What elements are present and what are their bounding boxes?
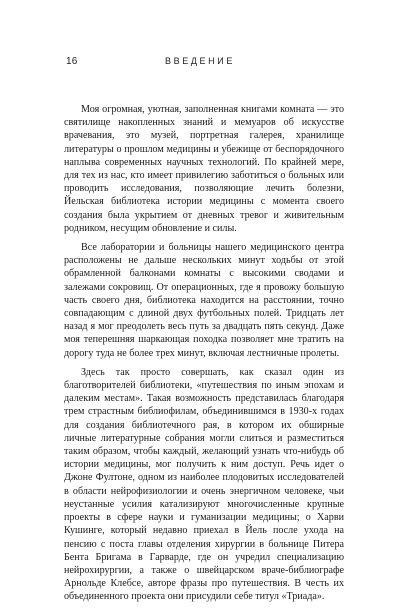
paragraph: Здесь так просто совершать, как сказал один из благотворителей библиотеки, «путешествия по иным эпохам и далеким местам». Такая возможность представилась благодаря трем страстным библиофилам, объединившимся в 1930-х годах для создания библиотечного рая, в котором их обширные личные литературные собрания могли слиться и разместиться таким образом, чтобы каждый, желающий узнать что-нибудь об истории медицины, мог получить к ним доступ. Речь идет о Джоне Фултоне, одном из наиболее плодовитых исследователей в области нейрофизиологии и очень энергичном человеке, чьи неустанные усилия катализируют многочисленные крупные проекты в сфере науки и гуманизации медицины; о Харви Кушинге, который недавно приехал в Йель после ухода на пенсию с поста главы отделения хирургии в больнице Питера Бента Бригама в Гарварде, где он учредил специализацию нейрохирургии, а также о швейцарском враче-библиографе Арнольде Клебсе, авторе фразы про путешествия. В честь их объединенного проекта они присудили себе титул «Триада». <box>64 366 344 603</box>
body-text <box>64 103 344 610</box>
running-title: ВВЕДЕНИЕ <box>165 56 235 66</box>
paragraph: Все лаборатории и больницы нашего медицинского центра расположены не дальше нескольких минут ходьбы от этой обрамленной балконами комнаты с высокими сводами и залежами сокровищ. От операционных, где я провожу большую часть своего дня, библиотека находится на расстоянии, точно совпадающим с длиной двух футбольных полей. Тридцать лет назад я мог преодолеть весь путь за двадцать пять секунд. Даже моя теперешняя шаркающая походка позволяет мне тратить на дорогу туда не более трех минут, включая лестничные пролеты. <box>64 242 344 359</box>
page-number: 16 <box>66 56 78 67</box>
page-header <box>66 56 334 70</box>
paragraph: Моя огромная, уютная, заполненная книгами комната — это святилище накопленных знаний и мемуаров об искусстве врачевания, это музей, портретная галерея, хранилище литературы о прошлом медицины и убежище от беспорядочного наплыва современных научных технологий. По крайней мере, для тех из нас, кто имеет привилегию заботиться о больных или проводить исследования, позволяющие лечить болезни, Йельская библиотека истории медицины с момента своего создания была укрытием от дневных тревог и живительным родником, несущим обновление и силы. <box>64 104 344 234</box>
